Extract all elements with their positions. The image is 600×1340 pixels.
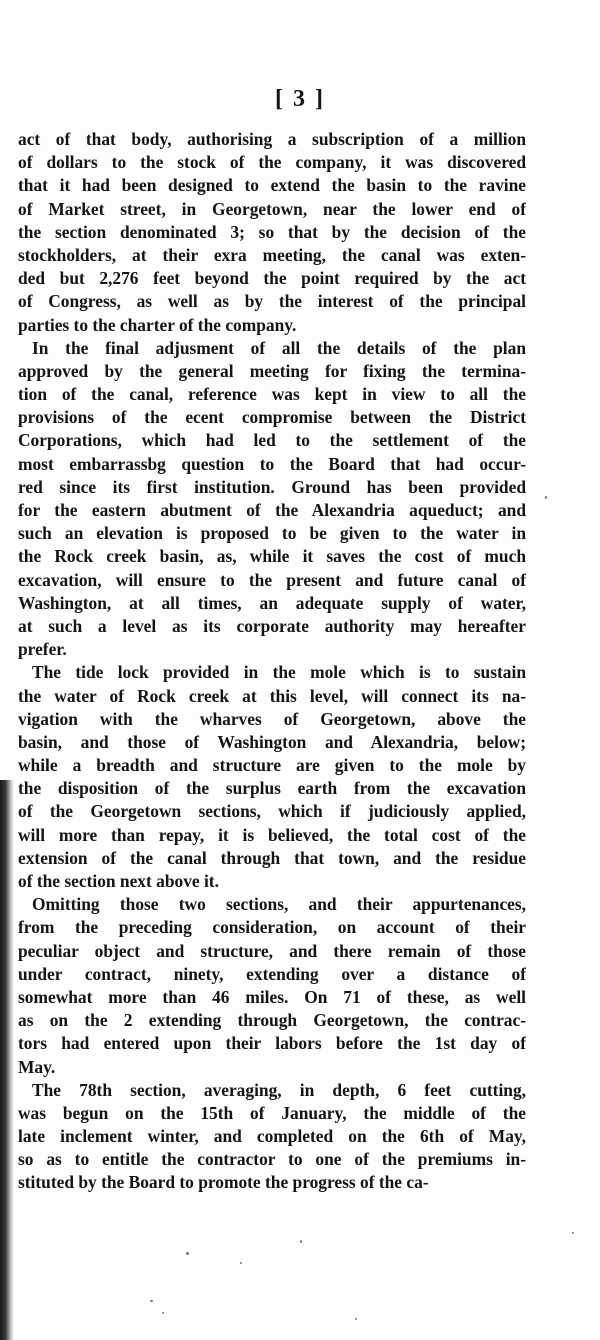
text-line: from the preceding consideration, on account of their xyxy=(18,917,526,938)
text-line: so as to entitle the contractor to one of the premiums in- xyxy=(18,1149,526,1170)
ink-speck xyxy=(150,1300,153,1302)
text-line: provisions of the ecent compromise between the District xyxy=(18,407,526,428)
text-line: May. xyxy=(18,1056,56,1077)
text-line: late inclement winter, and completed on the 6th of May, xyxy=(18,1126,526,1147)
text-line: In the final adjusment of all the details of the plan xyxy=(32,337,526,358)
ink-speck xyxy=(545,496,547,499)
text-line: Corporations, which had led to the settlement of the xyxy=(18,430,526,451)
text-line: ded but 2,276 feet beyond the point required by the act xyxy=(18,268,526,289)
text-line: while a breadth and structure are given to the mole by xyxy=(18,755,526,776)
text-line: such an elevation is proposed to be given to the water in xyxy=(18,523,526,544)
text-line: The tide lock provided in the mole which is to sustain xyxy=(32,662,526,683)
text-line: of Congress, as well as by the interest of the principal xyxy=(18,291,526,312)
ink-speck xyxy=(162,1312,164,1314)
text-line: for the eastern abutment of the Alexandria aqueduct; and xyxy=(18,500,526,520)
text-line: tors had entered upon their labors before the 1st day of xyxy=(18,1033,526,1054)
ink-speck xyxy=(300,1240,302,1243)
text-line: as on the 2 extending through Georgetown, the contrac- xyxy=(18,1010,526,1031)
text-line: stockholders, at their exra meeting, the canal was exten- xyxy=(18,244,526,265)
text-line: Omitting those two sections, and their appurtenances, xyxy=(32,894,526,915)
text-line: tion of the canal, reference was kept in view to all the xyxy=(18,384,526,405)
text-line: stituted by the Board to promote the progress of the ca- xyxy=(18,1172,429,1193)
text-line: Washington, at all times, an adequate supply of water, xyxy=(18,592,526,613)
ink-speck xyxy=(240,1262,242,1264)
text-line: of the section next above it. xyxy=(18,871,219,891)
text-line: the section denominated 3; so that by the decision of the xyxy=(18,221,526,242)
text-line: the water of Rock creek at this level, will connect its na- xyxy=(18,685,526,706)
text-line: was begun on the 15th of January, the middle of the xyxy=(18,1102,526,1123)
text-line: at such a level as its corporate authority may hereafter xyxy=(18,615,526,636)
text-line: excavation, will ensure to the present and future canal of xyxy=(18,569,526,590)
text-line: will more than repay, it is believed, the total cost of the xyxy=(18,824,526,845)
text-line: act of that body, authorising a subscription of a million xyxy=(18,129,526,149)
text-line: parties to the charter of the company. xyxy=(18,314,297,335)
text-line: the disposition of the surplus earth from the excavation xyxy=(18,778,526,799)
text-line: somewhat more than 46 miles. On 71 of these, as well xyxy=(18,986,526,1007)
text-line: The 78th section, averaging, in depth, 6 feet cutting, xyxy=(32,1079,526,1100)
text-line: vigation with the wharves of Georgetown, above the xyxy=(18,708,526,729)
page-number: [ 3 ] xyxy=(275,86,325,112)
text-line: of the Georgetown sections, which if judiciously applied, xyxy=(18,801,526,822)
page-gutter-shadow xyxy=(0,780,14,1340)
text-line: that it had been designed to extend the basin to the ravine xyxy=(18,175,526,196)
text-line: of Market street, in Georgetown, near the lower end of xyxy=(18,198,526,219)
text-line: the Rock creek basin, as, while it saves the cost of much xyxy=(18,546,526,567)
text-line: basin, and those of Washington and Alexandria, below; xyxy=(18,731,526,752)
text-line: red since its first institution. Ground has been provided xyxy=(18,476,526,497)
text-line: approved by the general meeting for fixing the termina- xyxy=(18,360,526,381)
text-line: prefer. xyxy=(18,639,67,660)
ink-speck xyxy=(186,1252,189,1255)
text-line: of dollars to the stock of the company, it was discovered xyxy=(18,152,526,173)
text-line: under contract, ninety, extending over a distance of xyxy=(18,963,526,984)
ink-speck xyxy=(355,1318,357,1320)
text-line: peculiar object and structure, and there remain of those xyxy=(18,940,526,961)
body-text xyxy=(18,128,526,1195)
text-line: most embarrassbg question to the Board that had occur- xyxy=(18,453,526,474)
ink-speck xyxy=(572,1232,574,1234)
text-line: extension of the canal through that town, and the residue xyxy=(18,847,526,868)
